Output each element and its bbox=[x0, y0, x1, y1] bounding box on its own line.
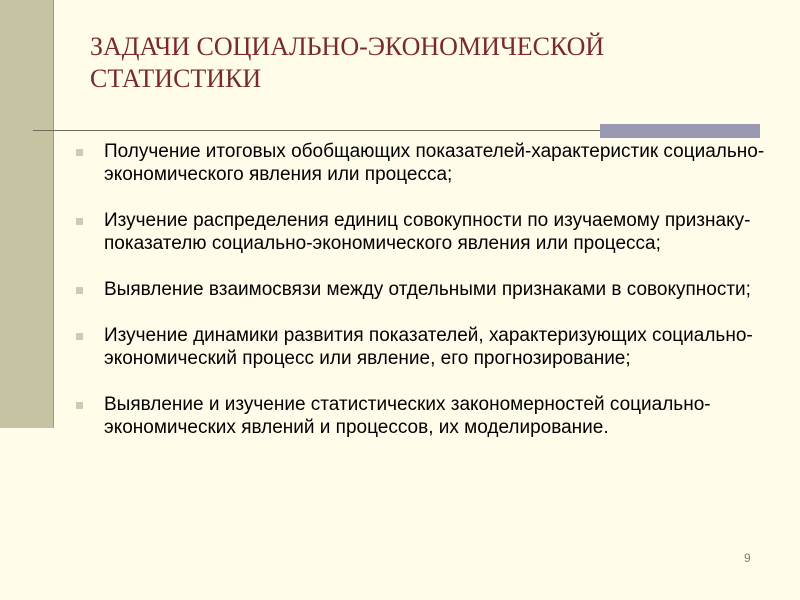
square-bullet-icon bbox=[76, 218, 83, 225]
accent-bar bbox=[600, 124, 760, 138]
square-bullet-icon bbox=[76, 402, 83, 409]
bullet-item bbox=[76, 393, 766, 439]
side-band bbox=[0, 0, 53, 428]
bullet-text: Получение итоговых обобщающих показателей-характеристик социально-экономического явления или процесса; bbox=[104, 141, 765, 185]
square-bullet-icon bbox=[76, 149, 83, 156]
bullet-item bbox=[76, 140, 766, 186]
bullet-text: Изучение динамики развития показателей, характеризующих социально-экономический процесс или явление, его прогнозирование; bbox=[104, 325, 753, 369]
bullet-text: Выявление и изучение статистических закономерностей социально-экономических явлений и процессов, их моделирование. bbox=[104, 394, 711, 438]
bullet-item bbox=[76, 324, 766, 370]
bullet-text: Изучение распределения единиц совокупности по изучаемому признаку-показателю социально-экономического явления или процесса; bbox=[104, 210, 751, 254]
square-bullet-icon bbox=[76, 333, 83, 340]
bullet-item bbox=[76, 209, 766, 255]
square-bullet-icon bbox=[76, 287, 83, 294]
bullet-item bbox=[76, 278, 766, 301]
page-number: 9 bbox=[744, 551, 751, 565]
slide-title: ЗАДАЧИ СОЦИАЛЬНО-ЭКОНОМИЧЕСКОЙ СТАТИСТИКИ bbox=[90, 32, 605, 93]
bullet-list bbox=[76, 140, 766, 462]
bullet-text: Выявление взаимосвязи между отдельными признаками в совокупности; bbox=[104, 279, 751, 300]
side-band-edge bbox=[53, 0, 54, 428]
